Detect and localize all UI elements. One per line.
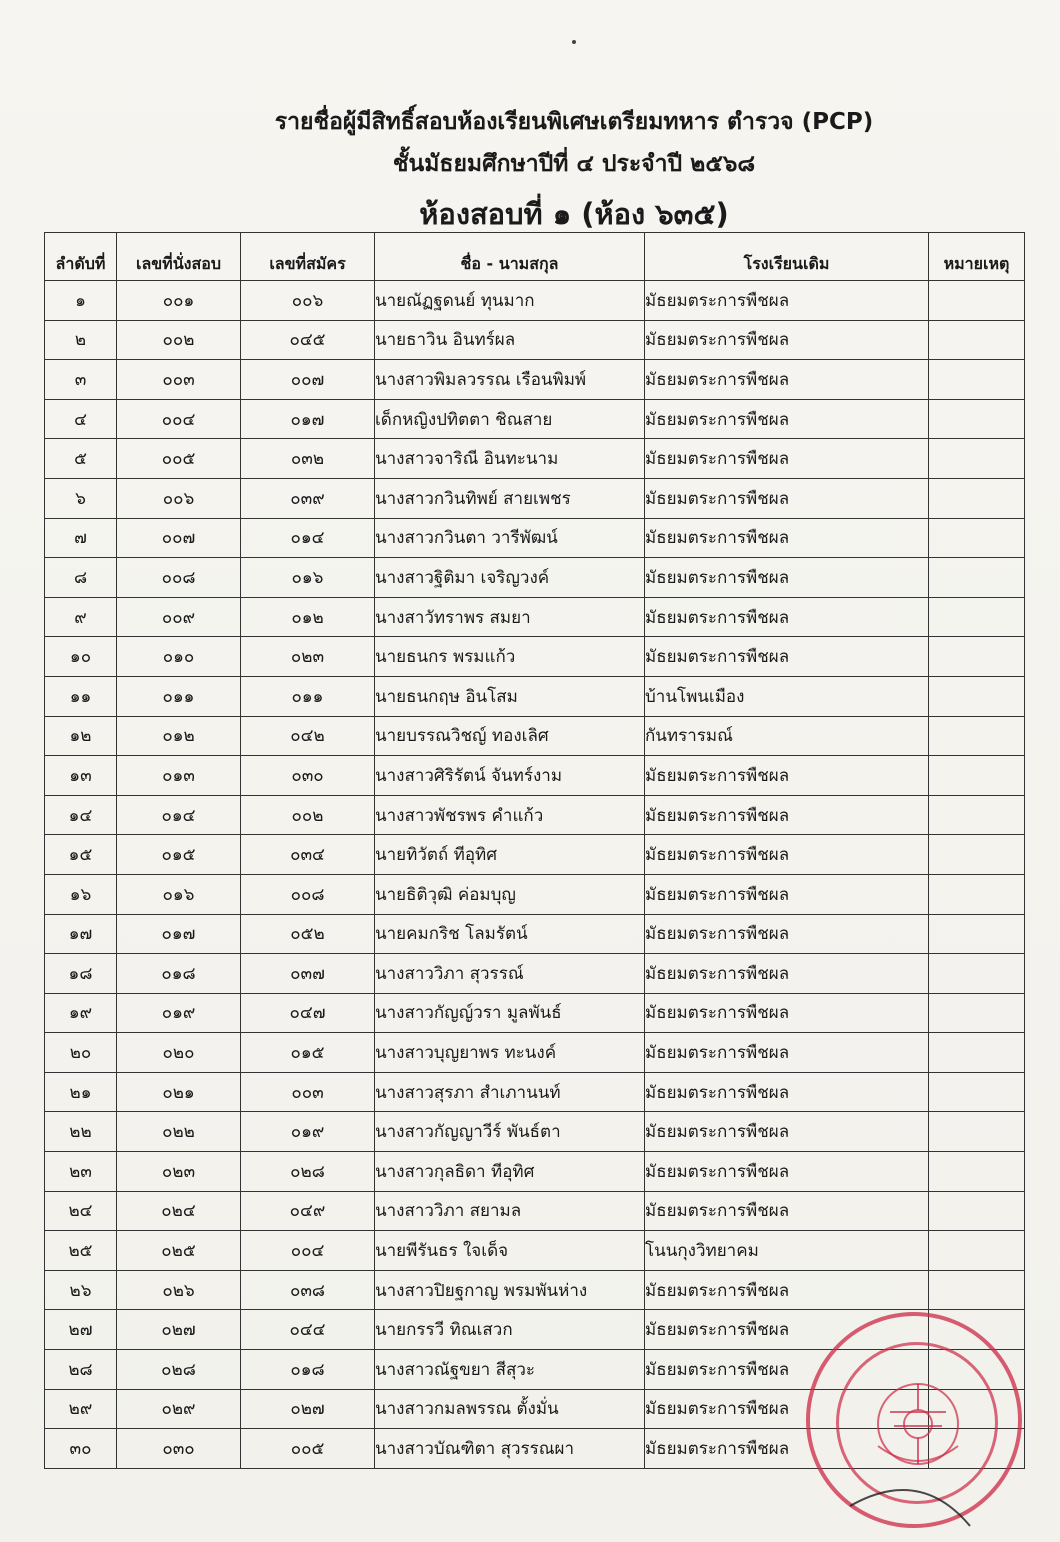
cell-name: นางสาวบัณฑิตา สุวรรณผา [375,1429,645,1469]
col-header-application: เลขที่สมัคร [241,233,375,281]
cell-remark [929,478,1025,518]
cell-school: มัธยมตระการพืชผล [645,795,929,835]
cell-order: ๒๙ [45,1389,117,1429]
cell-remark [929,874,1025,914]
cell-school: มัธยมตระการพืชผล [645,1072,929,1112]
cell-name: นางสาววิภา สุวรรณ์ [375,954,645,994]
table-row [45,1270,1025,1310]
cell-order: ๒๗ [45,1310,117,1350]
cell-school: มัธยมตระการพืชผล [645,439,929,479]
cell-seat: ๐๑๕ [117,835,241,875]
cell-school: มัธยมตระการพืชผล [645,1429,929,1469]
table-header-row [45,233,1025,281]
cell-school: บ้านโพนเมือง [645,676,929,716]
table-row [45,716,1025,756]
cell-name: นายทิวัตถ์ ทีอุทิศ [375,835,645,875]
cell-remark [929,1033,1025,1073]
cell-order: ๑๗ [45,914,117,954]
cell-remark [929,1112,1025,1152]
cell-order: ๖ [45,478,117,518]
cell-application: ๐๐๔ [241,1231,375,1271]
cell-order: ๑๘ [45,954,117,994]
cell-name: นางสาวจาริณี อินทะนาม [375,439,645,479]
cell-seat: ๐๐๒ [117,320,241,360]
table-row [45,597,1025,637]
cell-school: มัธยมตระการพืชผล [645,1191,929,1231]
title-line-1: รายชื่อผู้มีสิทธิ์สอบห้องเรียนพิเศษเตรียมทหาร ตำรวจ (PCP) [274,109,874,135]
cell-remark [929,637,1025,677]
cell-school: โนนกุงวิทยาคม [645,1231,929,1271]
cell-application: ๐๐๓ [241,1072,375,1112]
cell-seat: ๐๒๕ [117,1231,241,1271]
cell-school: มัธยมตระการพืชผล [645,1389,929,1429]
cell-name: นางสาวบุญยาพร ทะนงค์ [375,1033,645,1073]
cell-seat: ๐๒๒ [117,1112,241,1152]
cell-remark [929,1191,1025,1231]
cell-name: นายกรรวี ทิณเสวก [375,1310,645,1350]
cell-seat: ๐๑๒ [117,716,241,756]
cell-order: ๒๘ [45,1350,117,1390]
cell-remark [929,518,1025,558]
table-row [45,399,1025,439]
cell-remark [929,558,1025,598]
cell-school: มัธยมตระการพืชผล [645,1112,929,1152]
table-row [45,439,1025,479]
cell-seat: ๐๒๐ [117,1033,241,1073]
title-line-2: ชั้นมัธยมศึกษาปีที่ ๔ ประจำปี ๒๕๖๘ [392,151,756,177]
cell-seat: ๐๑๑ [117,676,241,716]
cell-name: นางสาวพิมลวรรณ เรือนพิมพ์ [375,360,645,400]
cell-order: ๑๖ [45,874,117,914]
cell-name: นางสาวพัชรพร คำแก้ว [375,795,645,835]
cell-application: ๐๓๒ [241,439,375,479]
cell-order: ๒๓ [45,1152,117,1192]
cell-name: นางสาวฐิติมา เจริญวงค์ [375,558,645,598]
cell-application: ๐๑๘ [241,1350,375,1390]
cell-remark [929,1270,1025,1310]
cell-seat: ๐๑๖ [117,874,241,914]
table-row [45,874,1025,914]
cell-seat: ๐๑๙ [117,993,241,1033]
cell-order: ๑๕ [45,835,117,875]
cell-name: นายบรรณวิชญ์ ทองเลิศ [375,716,645,756]
cell-remark [929,439,1025,479]
cell-application: ๐๐๒ [241,795,375,835]
table-row [45,954,1025,994]
cell-remark [929,399,1025,439]
seal-emblem [810,1316,1026,1532]
cell-order: ๒ [45,320,117,360]
cell-name: นายธนกฤษ อินโสม [375,676,645,716]
cell-order: ๒๒ [45,1112,117,1152]
cell-school: มัธยมตระการพืชผล [645,360,929,400]
cell-name: นางสาวกมลพรรณ ตั้งมั่น [375,1389,645,1429]
cell-order: ๒๔ [45,1191,117,1231]
table-row [45,558,1025,598]
cell-school: มัธยมตระการพืชผล [645,1310,929,1350]
cell-application: ๐๑๖ [241,558,375,598]
cell-order: ๑๓ [45,756,117,796]
cell-name: นายพีรันธร ใจเด็จ [375,1231,645,1271]
cell-seat: ๐๒๗ [117,1310,241,1350]
cell-order: ๗ [45,518,117,558]
cell-school: มัธยมตระการพืชผล [645,1033,929,1073]
cell-seat: ๐๒๖ [117,1270,241,1310]
cell-application: ๐๑๑ [241,676,375,716]
cell-application: ๐๑๗ [241,399,375,439]
cell-seat: ๐๓๐ [117,1429,241,1469]
cell-order: ๔ [45,399,117,439]
cell-school: มัธยมตระการพืชผล [645,954,929,994]
cell-remark [929,756,1025,796]
cell-name: นายธาวิน อินทร์ผล [375,320,645,360]
table-row [45,835,1025,875]
cell-application: ๐๒๓ [241,637,375,677]
cell-name: นางสาวกัญญ์วรา มูลพันธ์ [375,993,645,1033]
cell-remark [929,1072,1025,1112]
cell-name: นางสาวปิยฐกาญ พรมพันห่าง [375,1270,645,1310]
table-row [45,1191,1025,1231]
cell-seat: ๐๒๘ [117,1350,241,1390]
table-row [45,360,1025,400]
candidate-table [44,232,1025,1469]
cell-seat: ๐๑๗ [117,914,241,954]
table-row [45,1112,1025,1152]
cell-school: มัธยมตระการพืชผล [645,320,929,360]
cell-application: ๐๑๒ [241,597,375,637]
cell-school: มัธยมตระการพืชผล [645,993,929,1033]
cell-application: ๐๒๗ [241,1389,375,1429]
col-header-order: ลำดับที่ [45,233,117,281]
cell-application: ๐๓๗ [241,954,375,994]
table-row [45,1231,1025,1271]
cell-remark [929,795,1025,835]
cell-school: มัธยมตระการพืชผล [645,1152,929,1192]
cell-order: ๑๐ [45,637,117,677]
cell-remark [929,1231,1025,1271]
table-row [45,1152,1025,1192]
cell-application: ๐๐๖ [241,281,375,321]
cell-school: มัธยมตระการพืชผล [645,399,929,439]
title-exam-room: ห้องสอบที่ ๑ (ห้อง ๖๓๕) [419,197,729,231]
col-header-name: ชื่อ - นามสกุล [375,233,645,281]
cell-name: นายธิติวุฒิ ค่อมบุญ [375,874,645,914]
table-body [45,281,1025,1469]
table-row [45,993,1025,1033]
cell-seat: ๐๐๔ [117,399,241,439]
cell-remark [929,993,1025,1033]
cell-application: ๐๓๔ [241,835,375,875]
cell-name: นางสาวสุรภา สำเภานนท์ [375,1072,645,1112]
cell-school: มัธยมตระการพืชผล [645,1350,929,1390]
col-header-remark: หมายเหตุ [929,233,1025,281]
table-row [45,914,1025,954]
cell-school: มัธยมตระการพืชผล [645,874,929,914]
cell-school: มัธยมตระการพืชผล [645,281,929,321]
cell-school: มัธยมตระการพืชผล [645,835,929,875]
cell-order: ๓ [45,360,117,400]
punch-mark [572,40,576,44]
cell-remark [929,914,1025,954]
cell-application: ๐๒๘ [241,1152,375,1192]
cell-school: มัธยมตระการพืชผล [645,518,929,558]
school-seal-stamp [806,1312,1022,1528]
cell-school: มัธยมตระการพืชผล [645,637,929,677]
cell-application: ๐๑๕ [241,1033,375,1073]
cell-seat: ๐๒๙ [117,1389,241,1429]
cell-remark [929,360,1025,400]
cell-name: นายณัฏฐดนย์ ทุนมาก [375,281,645,321]
cell-seat: ๐๐๗ [117,518,241,558]
cell-school: มัธยมตระการพืชผล [645,756,929,796]
col-header-school: โรงเรียนเดิม [645,233,929,281]
cell-order: ๘ [45,558,117,598]
cell-application: ๐๐๗ [241,360,375,400]
cell-school: มัธยมตระการพืชผล [645,597,929,637]
cell-seat: ๐๑๐ [117,637,241,677]
cell-application: ๐๓๘ [241,1270,375,1310]
table-row [45,518,1025,558]
cell-application: ๐๑๙ [241,1112,375,1152]
cell-order: ๑๙ [45,993,117,1033]
cell-school: มัธยมตระการพืชผล [645,478,929,518]
cell-order: ๒๕ [45,1231,117,1271]
cell-remark [929,835,1025,875]
cell-name: นางสาววิภา สยามล [375,1191,645,1231]
cell-seat: ๐๐๙ [117,597,241,637]
cell-name: นางสาวกุลธิดา ทีอุทิศ [375,1152,645,1192]
cell-application: ๐๓๙ [241,478,375,518]
cell-name: นางสาวกัญญาวีร์ พันธ์ตา [375,1112,645,1152]
cell-remark [929,320,1025,360]
table-row [45,281,1025,321]
cell-name: เด็กหญิงปทิตตา ชิณสาย [375,399,645,439]
cell-seat: ๐๐๘ [117,558,241,598]
cell-seat: ๐๑๔ [117,795,241,835]
cell-application: ๐๕๒ [241,914,375,954]
table-row [45,1033,1025,1073]
cell-order: ๕ [45,439,117,479]
table-row [45,676,1025,716]
cell-seat: ๐๒๓ [117,1152,241,1192]
cell-remark [929,1152,1025,1192]
cell-seat: ๐๐๓ [117,360,241,400]
cell-order: ๑ [45,281,117,321]
cell-application: ๐๑๔ [241,518,375,558]
table-row [45,756,1025,796]
cell-remark [929,281,1025,321]
cell-name: นางสาวกวินตา วารีพัฒน์ [375,518,645,558]
cell-application: ๐๔๕ [241,320,375,360]
cell-name: นางสาวัทราพร สมยา [375,597,645,637]
table-row [45,637,1025,677]
cell-remark [929,676,1025,716]
table-row [45,795,1025,835]
col-header-seat: เลขที่นั่งสอบ [117,233,241,281]
cell-name: นางสาวณัฐขยา สีสุวะ [375,1350,645,1390]
cell-application: ๐๐๘ [241,874,375,914]
cell-school: มัธยมตระการพืชผล [645,914,929,954]
cell-application: ๐๔๙ [241,1191,375,1231]
cell-order: ๒๑ [45,1072,117,1112]
cell-name: นายคมกริช โลมรัตน์ [375,914,645,954]
cell-application: ๐๔๗ [241,993,375,1033]
cell-seat: ๐๒๔ [117,1191,241,1231]
cell-name: นายธนกร พรมแก้ว [375,637,645,677]
cell-remark [929,716,1025,756]
cell-order: ๒๐ [45,1033,117,1073]
cell-school: มัธยมตระการพืชผล [645,1270,929,1310]
cell-seat: ๐๐๑ [117,281,241,321]
cell-seat: ๐๑๓ [117,756,241,796]
cell-order: ๓๐ [45,1429,117,1469]
cell-application: ๐๔๔ [241,1310,375,1350]
cell-application: ๐๔๒ [241,716,375,756]
cell-seat: ๐๐๖ [117,478,241,518]
cell-order: ๙ [45,597,117,637]
cell-order: ๒๖ [45,1270,117,1310]
cell-seat: ๐๐๕ [117,439,241,479]
cell-application: ๐๐๕ [241,1429,375,1469]
cell-order: ๑๒ [45,716,117,756]
cell-remark [929,597,1025,637]
table-row [45,478,1025,518]
cell-order: ๑๑ [45,676,117,716]
cell-application: ๐๓๐ [241,756,375,796]
cell-school: กันทรารมณ์ [645,716,929,756]
cell-order: ๑๔ [45,795,117,835]
cell-name: นางสาวศิริรัตน์ จันทร์งาม [375,756,645,796]
table-row [45,1072,1025,1112]
cell-name: นางสาวกวินทิพย์ สายเพชร [375,478,645,518]
cell-seat: ๐๒๑ [117,1072,241,1112]
table-row [45,320,1025,360]
cell-school: มัธยมตระการพืชผล [645,558,929,598]
cell-remark [929,954,1025,994]
cell-seat: ๐๑๘ [117,954,241,994]
